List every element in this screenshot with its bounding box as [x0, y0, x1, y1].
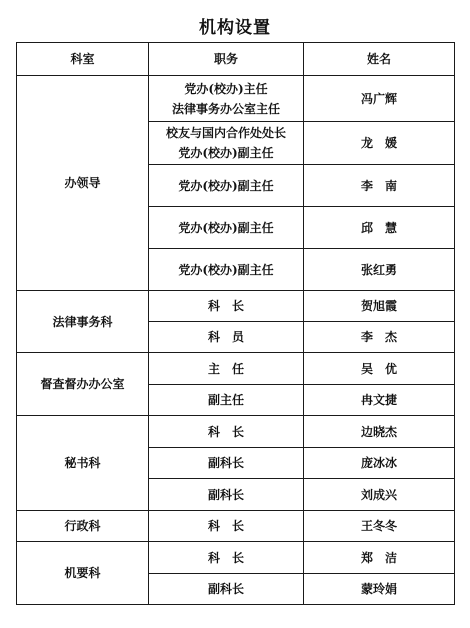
position-line: 党办(校办)副主任: [178, 178, 274, 193]
position-line: 副科长: [207, 582, 244, 596]
position-line: 科 长: [207, 424, 244, 439]
position-line: 科 员: [207, 330, 244, 344]
position-line: 科 长: [207, 519, 244, 533]
position-cell: [149, 207, 304, 249]
position-cell: [149, 574, 304, 605]
org-table-body: [17, 76, 455, 605]
position-line: 科 长: [207, 299, 244, 313]
position-line: 党办(校办)副主任: [178, 146, 274, 160]
table-row: [17, 416, 455, 448]
name-cell: 庞冰冰: [304, 448, 455, 479]
position-cell: [149, 511, 304, 542]
position-line: 党办(校办)主任: [184, 81, 268, 96]
header-position: 职务: [149, 43, 304, 76]
position-cell: [149, 322, 304, 353]
name-cell: 李 南: [304, 165, 455, 207]
department-cell: 秘书科: [17, 416, 149, 511]
position-line: 党办(校办)副主任: [178, 262, 274, 277]
position-line: 副主任: [207, 393, 244, 407]
table-row: [17, 542, 455, 574]
position-line: 科 长: [207, 550, 244, 565]
position-cell: [149, 385, 304, 416]
header-department: 科室: [17, 43, 149, 76]
name-cell: 邱 慧: [304, 207, 455, 249]
position-cell: [149, 122, 304, 165]
position-cell: [149, 76, 304, 122]
position-cell: [149, 416, 304, 448]
position-line: 法律事务办公室主任: [171, 101, 280, 116]
position-line: 校友与国内合作处处长: [165, 126, 286, 140]
name-cell: 王冬冬: [304, 511, 455, 542]
header-row: [17, 43, 455, 76]
name-cell: 蒙玲娟: [304, 574, 455, 605]
position-line: 主 任: [207, 361, 244, 376]
position-cell: [149, 542, 304, 574]
name-cell: 贺旭霞: [304, 291, 455, 322]
header-name: 姓名: [304, 43, 455, 76]
department-cell: 法律事务科: [17, 291, 149, 353]
name-cell: 郑 洁: [304, 542, 455, 574]
department-cell: 行政科: [17, 511, 149, 542]
name-cell: 冯广辉: [304, 76, 455, 122]
name-cell: 冉文捷: [304, 385, 455, 416]
position-cell: [149, 165, 304, 207]
position-line: 副科长: [207, 456, 244, 470]
position-cell: [149, 448, 304, 479]
department-cell: 办领导: [17, 76, 149, 291]
name-cell: 边晓杰: [304, 416, 455, 448]
page-title: 机构设置: [199, 18, 271, 38]
name-cell: 李 杰: [304, 322, 455, 353]
department-cell: 督查督办办公室: [17, 353, 149, 416]
table-row: [17, 511, 455, 542]
name-cell: 龙 媛: [304, 122, 455, 165]
position-cell: [149, 479, 304, 511]
table-row: [17, 291, 455, 322]
name-cell: 吴 优: [304, 353, 455, 385]
table-row: [17, 353, 455, 385]
department-cell: 机要科: [17, 542, 149, 605]
table-row: [17, 76, 455, 122]
position-line: 副科长: [207, 487, 244, 502]
position-line: 党办(校办)副主任: [178, 220, 274, 235]
position-cell: [149, 291, 304, 322]
position-cell: [149, 249, 304, 291]
position-cell: [149, 353, 304, 385]
org-table: [16, 42, 455, 605]
name-cell: 张红勇: [304, 249, 455, 291]
name-cell: 刘成兴: [304, 479, 455, 511]
